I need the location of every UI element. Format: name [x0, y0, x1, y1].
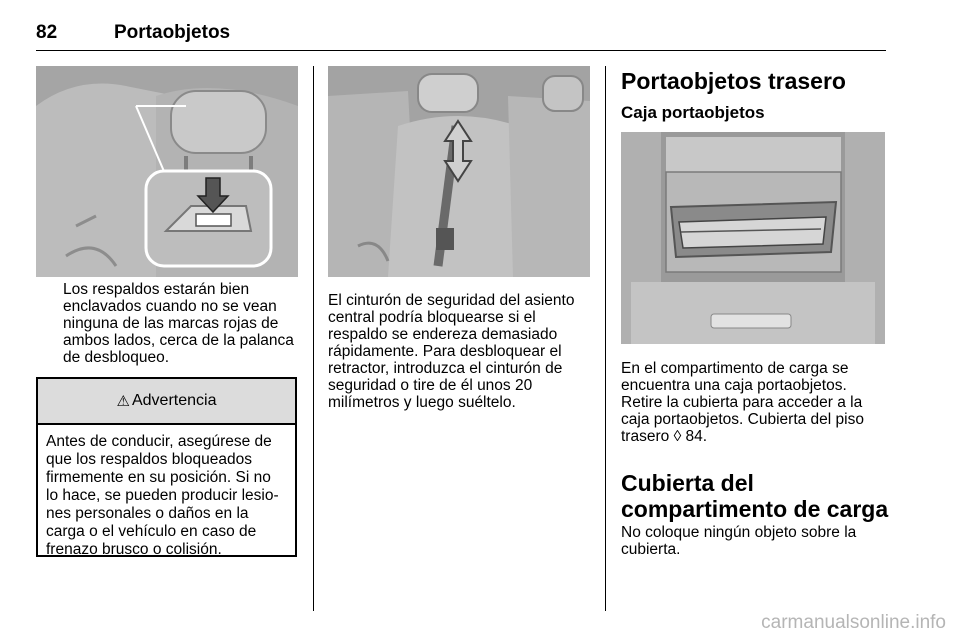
warning-triangle-icon: ⚠ — [116, 393, 130, 410]
col3-paragraph1-text: En el compartimento de carga se encuentra una caja portaobjetos. Retire la cubierta para acceder a la caja portaobjetos. Cubierta del piso trasero — [621, 360, 864, 445]
warning-heading: Advertencia — [131, 392, 217, 409]
col2-paragraph: El cinturón de seguridad del asiento central podría bloquearse si el respaldo se endereza demasiado rápidamente. Para desbloquear el retractor, introduzca el cinturón de seguridad o tire de él unos 20 milímetros y luego suéltelo. — [328, 292, 575, 411]
seatbelt-retractor-illustration — [328, 66, 590, 277]
page-header-title: Portaobjetos — [114, 22, 231, 43]
column-divider-1 — [313, 66, 314, 611]
page-number: 82 — [36, 22, 58, 43]
col3-paragraph1 — [621, 360, 889, 445]
page-reference-link[interactable]: 84. — [685, 428, 708, 445]
warning-body: Antes de conducir, asegúrese de que los respaldos bloqueados firmemente en su posición. Si no lo hace, se pueden producir lesiones personales o daños en la carga o el vehículo en caso de frenazo brusco o colisión. — [46, 433, 279, 558]
header-rule — [36, 50, 886, 51]
col3-paragraph2: No coloque ningún objeto sobre la cubierta. — [621, 524, 857, 558]
section-title-cargo-cover: Cubierta del compartimento de carga — [621, 470, 889, 522]
page-reference-arrow-icon: ◊ — [673, 428, 686, 445]
warning-header — [38, 379, 295, 425]
warning-box — [36, 377, 297, 557]
watermark: carmanualsonline.info — [761, 612, 946, 633]
seatback-release-illustration — [36, 66, 298, 277]
cargo-storage-box-illustration — [621, 132, 885, 344]
col1-paragraph: Los respaldos estarán bien enclavados cuando no se vean ninguna de las marcas rojas de ambos lados, cerca de la palanca de desbloqueo. — [63, 281, 294, 366]
subsection-title-storage-box: Caja portaobjetos — [621, 103, 765, 122]
section-title-rear-storage: Portaobjetos trasero — [621, 68, 846, 94]
column-divider-2 — [605, 66, 606, 611]
